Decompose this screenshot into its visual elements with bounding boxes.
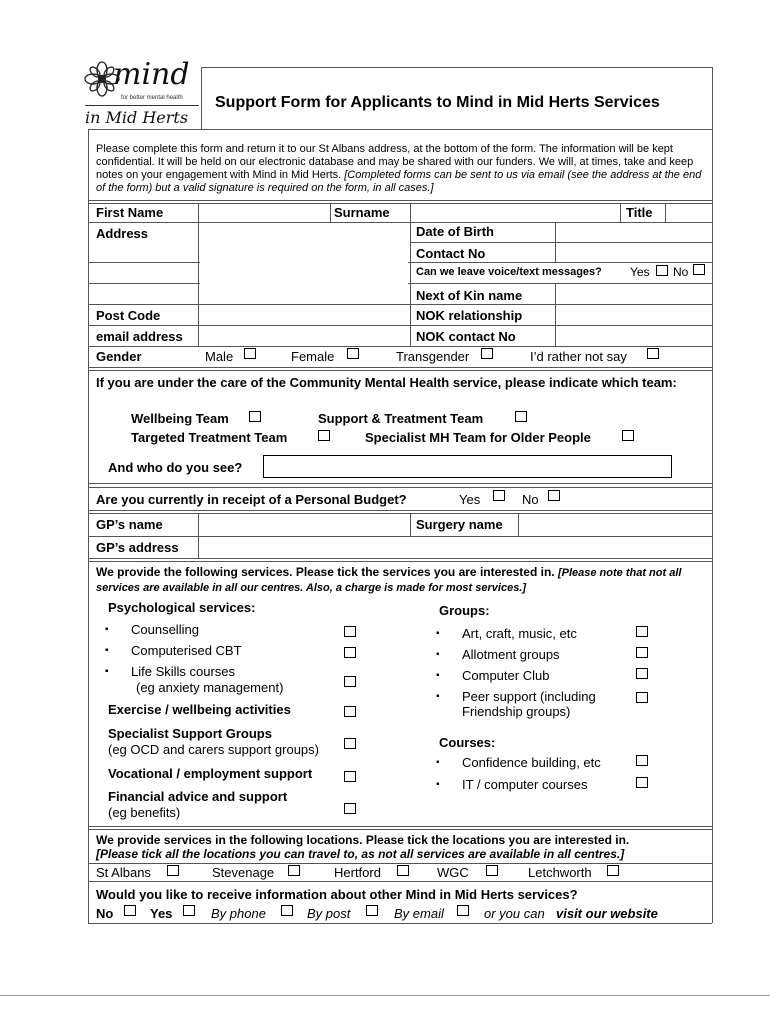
location-wgc-label: WGC	[437, 865, 469, 880]
it-courses-checkbox[interactable]	[636, 777, 648, 788]
cmh-question: If you are under the care of the Community Mental Health service, please indicate which team:	[96, 375, 677, 390]
contact-no-input[interactable]	[557, 244, 711, 261]
counselling-checkbox[interactable]	[344, 626, 356, 637]
exercise-checkbox[interactable]	[344, 706, 356, 717]
location-stevenage-label: Stevenage	[212, 865, 275, 880]
gp-name-input[interactable]	[200, 515, 408, 535]
nok-relationship-input[interactable]	[557, 306, 711, 324]
nok-contact-input[interactable]	[557, 327, 711, 345]
post-code-input[interactable]	[200, 306, 408, 324]
art-checkbox[interactable]	[636, 626, 648, 637]
gender-transgender-label: Transgender	[396, 349, 470, 364]
first-name-input[interactable]	[200, 205, 328, 221]
confidence-label: ▪ Confidence building, etc	[462, 755, 601, 770]
locations-intro	[96, 833, 710, 861]
specialist-groups-checkbox[interactable]	[344, 738, 356, 749]
gender-male-label: Male	[205, 349, 234, 364]
post-code-label: Post Code	[96, 308, 161, 323]
specialist-groups-sub: (eg OCD and carers support groups)	[108, 742, 319, 757]
nok-contact-label: NOK contact No	[416, 329, 516, 344]
address-label: Address	[96, 226, 149, 241]
targeted-treatment-team-checkbox[interactable]	[318, 430, 330, 441]
services-intro-italic: [Please note that not all services are available in all our centres. Also, a charge is made for most services.]	[96, 567, 682, 594]
next-of-kin-input[interactable]	[557, 285, 711, 303]
info-no-checkbox[interactable]	[124, 905, 136, 916]
budget-yes-label: Yes	[459, 492, 481, 507]
wellbeing-team-label: Wellbeing Team	[131, 411, 229, 426]
first-name-label: First Name	[96, 205, 164, 220]
peer-support-label: ▪ Peer support (including	[462, 689, 596, 704]
gender-label: Gender	[96, 349, 142, 364]
location-letchworth-label: Letchworth	[528, 865, 592, 880]
intro-italic: [Completed forms can be sent to us via email (see the address at the end of the form) but a valid signature is required on the form, in all cases.]	[96, 169, 702, 194]
budget-yes-checkbox[interactable]	[493, 490, 505, 501]
vocational-label: Vocational / employment support	[108, 766, 313, 781]
art-label: ▪ Art, craft, music, etc	[462, 626, 577, 641]
info-question: Would you like to receive information about other Mind in Mid Herts services?	[96, 887, 578, 902]
confidence-checkbox[interactable]	[636, 755, 648, 766]
it-courses-label: ▪ IT / computer courses	[462, 777, 587, 792]
cbt-checkbox[interactable]	[344, 647, 356, 658]
gp-address-label: GP’s address	[96, 540, 179, 555]
email-label: email address	[96, 329, 183, 344]
address-input[interactable]	[200, 224, 408, 304]
leave-message-yes-checkbox[interactable]	[656, 265, 668, 276]
gp-name-label: GP’s name	[96, 517, 163, 532]
location-st-albans-checkbox[interactable]	[167, 865, 179, 876]
computer-club-checkbox[interactable]	[636, 668, 648, 679]
page-title: Support Form for Applicants to Mind in Mid Herts Services	[215, 94, 660, 111]
budget-no-label: No	[522, 492, 539, 507]
info-email-label: By email	[394, 906, 444, 921]
info-phone-label: By phone	[211, 906, 266, 921]
info-yes-checkbox[interactable]	[183, 905, 195, 916]
allotment-label: ▪ Allotment groups	[462, 647, 560, 662]
title-label: Title	[626, 205, 653, 220]
location-letchworth-checkbox[interactable]	[607, 865, 619, 876]
budget-question: Are you currently in receipt of a Personal Budget?	[96, 492, 407, 507]
gp-address-input[interactable]	[200, 538, 711, 557]
gender-transgender-checkbox[interactable]	[481, 348, 493, 359]
gender-rather-not-label: I’d rather not say	[530, 349, 627, 364]
nok-relationship-label: NOK relationship	[416, 308, 523, 323]
info-post-label: By post	[307, 906, 351, 921]
contact-no-label: Contact No	[416, 246, 486, 261]
logo-subtitle: in Mid Herts	[85, 108, 189, 127]
gender-male-checkbox[interactable]	[244, 348, 256, 359]
life-skills-checkbox[interactable]	[344, 676, 356, 687]
info-yes-label: Yes	[150, 906, 173, 921]
computer-club-label: ▪ Computer Club	[462, 668, 549, 683]
financial-sub: (eg benefits)	[108, 805, 181, 820]
email-input[interactable]	[200, 327, 408, 345]
surgery-name-label: Surgery name	[416, 517, 503, 532]
specialist-mh-team-label: Specialist MH Team for Older People	[365, 430, 591, 445]
gender-female-checkbox[interactable]	[347, 348, 359, 359]
who-do-you-see-label: And who do you see?	[108, 460, 243, 475]
leave-message-yes-label: Yes	[630, 265, 650, 279]
exercise-label: Exercise / wellbeing activities	[108, 702, 291, 717]
financial-label: Financial advice and support	[108, 789, 288, 804]
leave-message-no-checkbox[interactable]	[693, 264, 705, 275]
surgery-name-input[interactable]	[520, 515, 711, 535]
next-of-kin-label: Next of Kin name	[416, 288, 523, 303]
surname-input[interactable]	[412, 205, 618, 221]
intro-text	[96, 143, 706, 195]
logo-wordmark: mind	[113, 57, 190, 92]
location-hertford-checkbox[interactable]	[397, 865, 409, 876]
psych-services-heading: Psychological services:	[108, 600, 256, 615]
title-input[interactable]	[667, 205, 711, 221]
dob-input[interactable]	[557, 224, 711, 241]
info-post-checkbox[interactable]	[366, 905, 378, 916]
support-treatment-team-label: Support & Treatment Team	[318, 411, 484, 426]
intro-plain: Please complete this form and return it to our St Albans address, at the bottom of the form. The information will be kept confidential. It will be held on our electronic database and may be shared with our funders. We will, at times, take and keep notes on your engagement with Mind in Mid Herts.	[96, 143, 694, 181]
financial-checkbox[interactable]	[344, 803, 356, 814]
leave-message-label: Can we leave voice/text messages?	[416, 266, 602, 278]
info-no-label: No	[96, 906, 114, 921]
cbt-label: ▪ Computerised CBT	[131, 643, 242, 658]
budget-no-checkbox[interactable]	[548, 490, 560, 501]
location-st-albans-label: St Albans	[96, 865, 151, 880]
peer-support-sub: Friendship groups)	[462, 704, 571, 719]
visit-website-link[interactable]: visit our website	[556, 906, 658, 921]
support-treatment-team-checkbox[interactable]	[515, 411, 527, 422]
location-stevenage-checkbox[interactable]	[288, 865, 300, 876]
specialist-mh-team-checkbox[interactable]	[622, 430, 634, 441]
gender-female-label: Female	[291, 349, 335, 364]
surname-label: Surname	[334, 205, 390, 220]
life-skills-sub: (eg anxiety management)	[136, 680, 284, 695]
life-skills-label: ▪ Life Skills courses	[131, 664, 235, 679]
groups-heading: Groups:	[439, 603, 490, 618]
locations-intro-italic: [Please tick all the locations you can travel to, as not all services are available in all centres.]	[96, 847, 625, 861]
logo-tagline: for better mental health	[121, 95, 183, 101]
info-website-prefix: or you can	[484, 906, 545, 921]
targeted-treatment-team-label: Targeted Treatment Team	[131, 430, 288, 445]
locations-intro-bold: We provide services in the following locations. Please tick the locations you are interested in.	[96, 833, 630, 847]
peer-support-checkbox[interactable]	[636, 692, 648, 703]
specialist-groups-label: Specialist Support Groups	[108, 726, 272, 741]
services-intro	[96, 565, 706, 595]
services-intro-bold: We provide the following services. Please tick the services you are interested in.	[96, 565, 555, 579]
location-hertford-label: Hertford	[334, 865, 381, 880]
info-phone-checkbox[interactable]	[281, 905, 293, 916]
wellbeing-team-checkbox[interactable]	[249, 411, 261, 422]
courses-heading: Courses:	[439, 735, 496, 750]
info-email-checkbox[interactable]	[457, 905, 469, 916]
allotment-checkbox[interactable]	[636, 647, 648, 658]
location-wgc-checkbox[interactable]	[486, 865, 498, 876]
vocational-checkbox[interactable]	[344, 771, 356, 782]
gender-rather-not-checkbox[interactable]	[647, 348, 659, 359]
who-do-you-see-input[interactable]	[263, 455, 672, 478]
leave-message-no-label: No	[673, 265, 689, 279]
dob-label: Date of Birth	[416, 224, 494, 239]
logo	[83, 58, 201, 130]
counselling-label: ▪ Counselling	[131, 622, 199, 637]
